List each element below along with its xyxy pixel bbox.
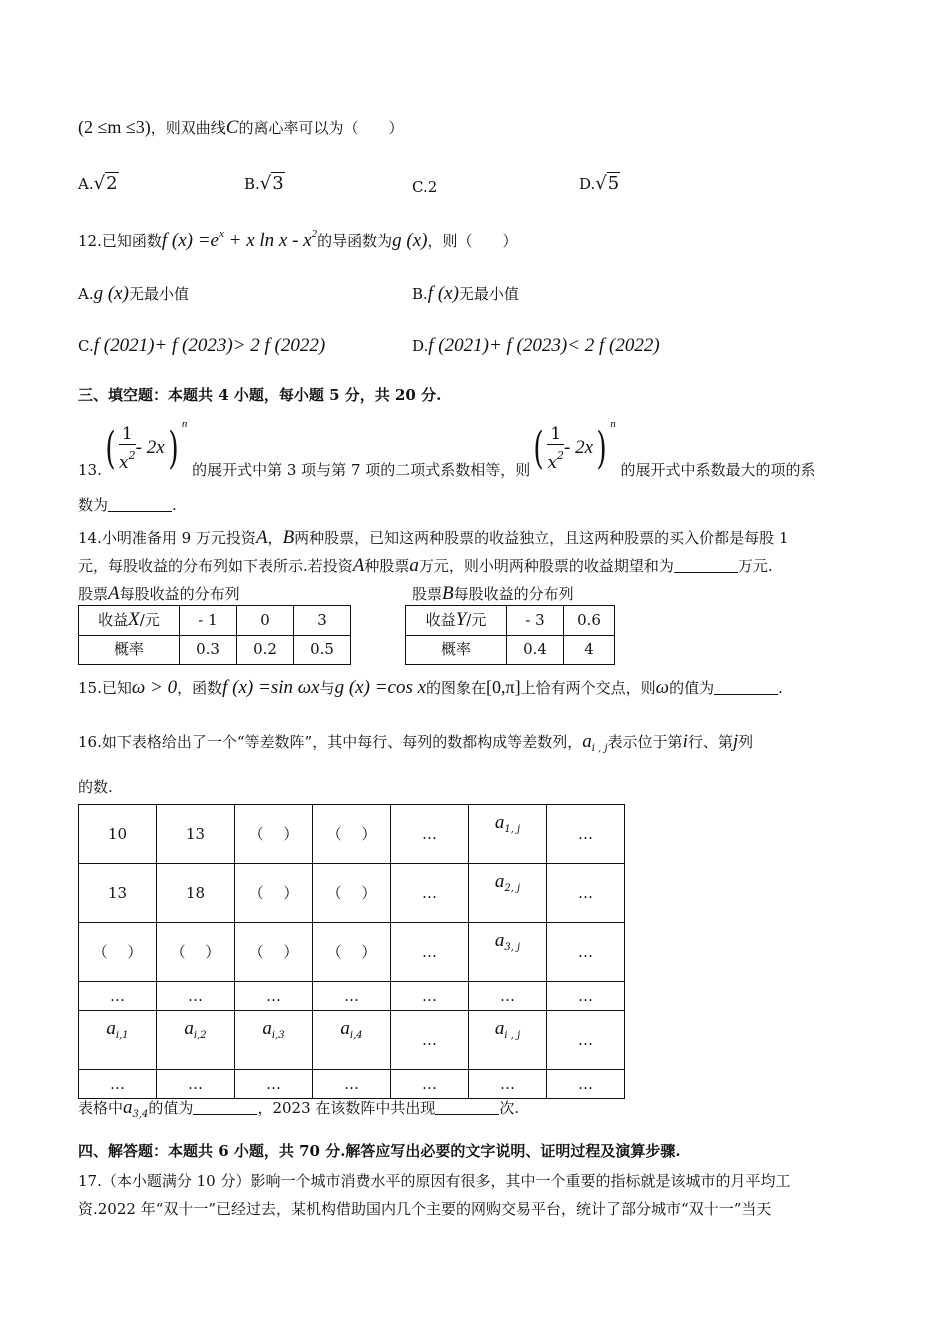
q14-line2: 元，每股收益的分布列如下表所示.若投资A种股票a万元，则小明两种股票的收益期望和为 万元. — [78, 555, 773, 576]
table-cell: … — [469, 1070, 547, 1099]
sqrt-icon: √2 — [93, 173, 118, 194]
table-cell: … — [547, 805, 625, 864]
table-row — [79, 1011, 625, 1070]
q17-line1: 17.（本小题满分 10 分）影响一个城市消费水平的原因有很多，其中一个重要的指标就是该城市的月平均工 — [78, 1172, 791, 1190]
q11-text: ，则双曲线 — [150, 119, 226, 137]
table-cell: （ ） — [235, 923, 313, 982]
table-cell: 13 — [157, 805, 235, 864]
table-row: 概率 0.3 0.2 0.5 — [79, 635, 351, 664]
table-cell: … — [79, 982, 157, 1011]
answer-blank[interactable] — [108, 497, 172, 512]
table-cell: （ ） — [235, 805, 313, 864]
q12-function: f (x) =e — [161, 230, 219, 251]
q11-text2: 的离心率可以为（ ） — [238, 119, 404, 137]
table-row — [79, 982, 625, 1011]
answer-blank[interactable] — [714, 680, 778, 695]
table-cell: $a_{i,4}$ — [313, 1011, 391, 1070]
q11-var: C — [225, 117, 239, 138]
table-cell: … — [235, 1070, 313, 1099]
table-cell: … — [391, 864, 469, 923]
q16-line2: 的数. — [78, 778, 113, 796]
table-row: 收益X/元 - 1 0 3 — [79, 606, 351, 636]
table-b — [405, 605, 615, 665]
table-cell: 18 — [157, 864, 235, 923]
table-a — [78, 605, 351, 665]
answer-blank[interactable] — [674, 558, 738, 573]
q11-option-a: A.√2 — [78, 173, 118, 194]
q11-option-d: D.√5 — [579, 173, 620, 194]
table-cell: $a_{1, j}$ — [469, 805, 547, 864]
table-cell: （ ） — [313, 805, 391, 864]
answer-blank[interactable] — [435, 1100, 499, 1115]
table-cell: … — [313, 982, 391, 1011]
table-cell: $a_{i,3}$ — [235, 1011, 313, 1070]
table-cell: （ ） — [313, 923, 391, 982]
q11-range: (2 ≤m ≤3) — [78, 117, 151, 137]
table-cell: … — [79, 1070, 157, 1099]
q13-line2: 数为 . — [78, 496, 177, 514]
q13-stem: 13.( $\frac{1}{x^2}$ - 2x) $^n$ 的展开式中第 3 项与第 7 项的二项式系数相等，则( $\frac{1}{x^2}$ - 2x) $^n$ 的展开式中系数最大的项的系 — [78, 418, 816, 479]
section-4-heading: 四、解答题：本题共 6 小题，共 70 分.解答应写出必要的文字说明、证明过程及演算步骤. — [78, 1142, 681, 1160]
table-cell: … — [391, 805, 469, 864]
q12-option-b: B.f (x)无最小值 — [412, 283, 519, 304]
table-cell: … — [547, 1011, 625, 1070]
table-cell: … — [235, 982, 313, 1011]
table-cell: $a_{i,2}$ — [157, 1011, 235, 1070]
table-cell: … — [391, 923, 469, 982]
table-cell: … — [547, 923, 625, 982]
q17-line2: 资.2022 年“双十一”已经过去，某机构借助国内几个主要的网购交易平台，统计了部分城市“双十一”当天 — [78, 1200, 772, 1218]
q12-option-c: C.f (2021)+ f (2023)> 2 f (2022) — [78, 335, 326, 356]
table-cell: $a_{i , j}$ — [469, 1011, 547, 1070]
table-cell: $a_{3, j}$ — [469, 923, 547, 982]
table-a-caption: 股票A每股收益的分布列 — [78, 583, 240, 604]
table-cell: $a_{2, j}$ — [469, 864, 547, 923]
table-cell: 10 — [79, 805, 157, 864]
sqrt-icon: √3 — [259, 173, 284, 194]
q11-option-b: B.√3 — [244, 173, 284, 194]
table-cell: … — [547, 1070, 625, 1099]
sqrt-icon: √5 — [595, 173, 620, 194]
table-row — [79, 923, 625, 982]
q12-option-d: D.f (2021)+ f (2023)< 2 f (2022) — [412, 335, 660, 356]
q12-stem: 12.已知函数f $(x) =e^x + x$ ln x - $x^2$的导函数为g (x)，则（ ） — [78, 228, 518, 251]
table-cell: （ ） — [313, 864, 391, 923]
table-cell: … — [313, 1070, 391, 1099]
table-row: 概率 0.4 4 — [406, 635, 615, 664]
q16-after: 表格中$a_{3,4}$的值为 ，2023 在该数阵中共出现 次. — [78, 1097, 520, 1120]
q14-line1: 14.小明准备用 9 万元投资A，B两种股票，已知这两种股票的收益独立，且这两种股票的买入价都是每股 1 — [78, 527, 789, 548]
table-cell: … — [157, 1070, 235, 1099]
table-cell: … — [547, 982, 625, 1011]
q12-option-a: A.g (x)无最小值 — [78, 283, 189, 304]
table-cell: … — [469, 982, 547, 1011]
table-cell: … — [547, 864, 625, 923]
table-b-caption: 股票B每股收益的分布列 — [412, 583, 574, 604]
table-cell: $a_{i,1}$ — [79, 1011, 157, 1070]
section-3-heading: 三、填空题：本题共 4 小题，每小题 5 分，共 20 分. — [78, 386, 442, 404]
table-cell: 13 — [79, 864, 157, 923]
table-row: 收益Y/元 - 3 0.6 — [406, 606, 615, 636]
table-cell: … — [391, 982, 469, 1011]
arithmetic-array-table — [78, 804, 625, 1099]
table-cell: … — [391, 1070, 469, 1099]
q16-line1: 16.如下表格给出了一个“等差数阵”，其中每行、每列的数都构成等差数列，$a_{i , j}$表示位于第i行、第j列 — [78, 731, 754, 754]
table-cell: （ ） — [79, 923, 157, 982]
table-cell: （ ） — [157, 923, 235, 982]
q11-option-c: C.2 — [412, 178, 438, 196]
table-cell: … — [157, 982, 235, 1011]
answer-blank[interactable] — [193, 1100, 257, 1115]
table-row — [79, 864, 625, 923]
q11-stem — [78, 114, 403, 143]
table-cell: … — [391, 1011, 469, 1070]
table-row — [79, 805, 625, 864]
table-cell: （ ） — [235, 864, 313, 923]
q15-stem: 15.已知ω > 0，函数f (x) =sin ωx与g (x) =cos x的图象在[0,π]上恰有两个交点，则ω的值为 . — [78, 677, 783, 698]
